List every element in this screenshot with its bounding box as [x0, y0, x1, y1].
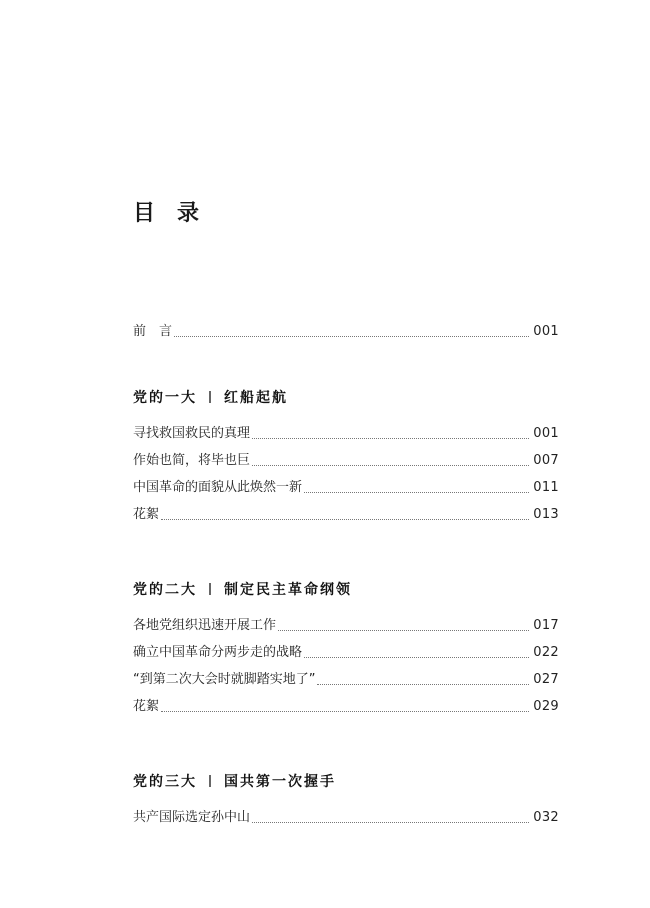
toc-entry[interactable] — [133, 643, 559, 663]
section-part: 党的三大 — [133, 774, 197, 790]
section-heading-3 — [133, 770, 336, 792]
section-separator — [209, 775, 211, 787]
dot-leader — [317, 684, 529, 685]
entry-page-number: 029 — [533, 699, 559, 714]
toc-entry[interactable] — [133, 478, 559, 498]
entry-page-number: 011 — [533, 480, 559, 495]
entry-label: 作始也简，将毕也巨 — [133, 453, 251, 468]
section-separator — [209, 391, 211, 403]
entry-page-number: 022 — [533, 645, 559, 660]
dot-leader — [304, 492, 529, 493]
entry-label: 寻找救国救民的真理 — [133, 426, 251, 441]
entry-label: 共产国际选定孙中山 — [133, 810, 251, 825]
toc-entry[interactable] — [133, 505, 559, 525]
dot-leader — [174, 336, 529, 337]
toc-entry[interactable] — [133, 808, 559, 828]
toc-entry[interactable] — [133, 451, 559, 471]
toc-entry[interactable] — [133, 670, 559, 690]
section-subtitle: 制定民主革命纲领 — [224, 582, 352, 598]
entry-page-number: 001 — [533, 324, 559, 339]
toc-entry[interactable] — [133, 697, 559, 717]
section-separator — [209, 583, 211, 595]
entry-page-number: 017 — [533, 618, 559, 633]
dot-leader — [252, 438, 529, 439]
toc-entry-preface[interactable] — [133, 322, 559, 342]
entry-page-number: 013 — [533, 507, 559, 522]
entry-page-number: 032 — [533, 810, 559, 825]
entry-label: 确立中国革命分两步走的战略 — [133, 645, 303, 660]
dot-leader — [252, 465, 529, 466]
section-heading-1 — [133, 386, 288, 408]
entry-page-number: 007 — [533, 453, 559, 468]
section-part: 党的一大 — [133, 390, 197, 406]
section-subtitle: 国共第一次握手 — [224, 774, 336, 790]
entry-label: 花絮 — [133, 699, 160, 714]
section-part: 党的二大 — [133, 582, 197, 598]
entry-label: 各地党组织迅速开展工作 — [133, 618, 277, 633]
toc-entry[interactable] — [133, 424, 559, 444]
section-heading-2 — [133, 578, 352, 600]
entry-label: 前 言 — [133, 324, 173, 339]
dot-leader — [161, 519, 529, 520]
entry-label: “到第二次大会时就脚踏实地了” — [133, 672, 316, 687]
entry-label: 花絮 — [133, 507, 160, 522]
section-subtitle: 红船起航 — [224, 390, 288, 406]
dot-leader — [161, 711, 529, 712]
dot-leader — [252, 822, 529, 823]
dot-leader — [278, 630, 529, 631]
entry-label: 中国革命的面貌从此焕然一新 — [133, 480, 303, 495]
toc-entry[interactable] — [133, 616, 559, 636]
dot-leader — [304, 657, 529, 658]
entry-page-number: 027 — [533, 672, 559, 687]
entry-page-number: 001 — [533, 426, 559, 441]
toc-title: 目 录 — [133, 200, 200, 226]
